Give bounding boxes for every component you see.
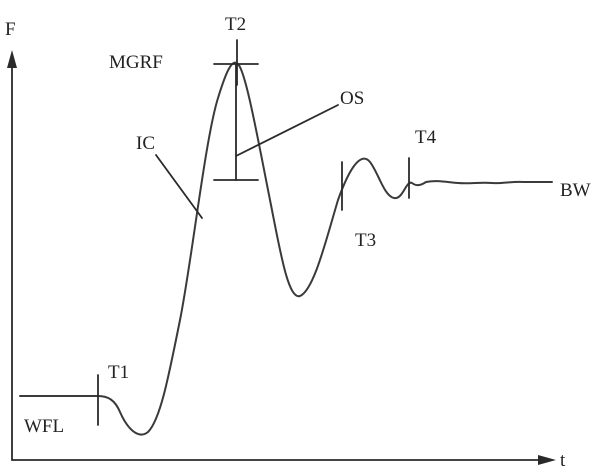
t4-label: T4 bbox=[415, 127, 437, 148]
os-leader-line bbox=[236, 105, 338, 156]
t1-label: T1 bbox=[108, 362, 130, 383]
t3-label: T3 bbox=[355, 230, 377, 251]
bw-label: BW bbox=[560, 180, 591, 201]
t2-label: T2 bbox=[225, 14, 247, 35]
y-axis-label: F bbox=[5, 19, 16, 40]
ic-label: IC bbox=[136, 133, 155, 154]
os-label: OS bbox=[340, 88, 365, 109]
x-axis-label: t bbox=[560, 450, 566, 467]
y-axis-arrowhead bbox=[7, 50, 17, 68]
x-axis-arrowhead bbox=[538, 455, 556, 465]
mgrf-label: MGRF bbox=[109, 52, 163, 73]
wfl-label: WFL bbox=[24, 416, 65, 437]
ic-leader-line bbox=[156, 155, 202, 218]
force-curve bbox=[20, 63, 552, 435]
